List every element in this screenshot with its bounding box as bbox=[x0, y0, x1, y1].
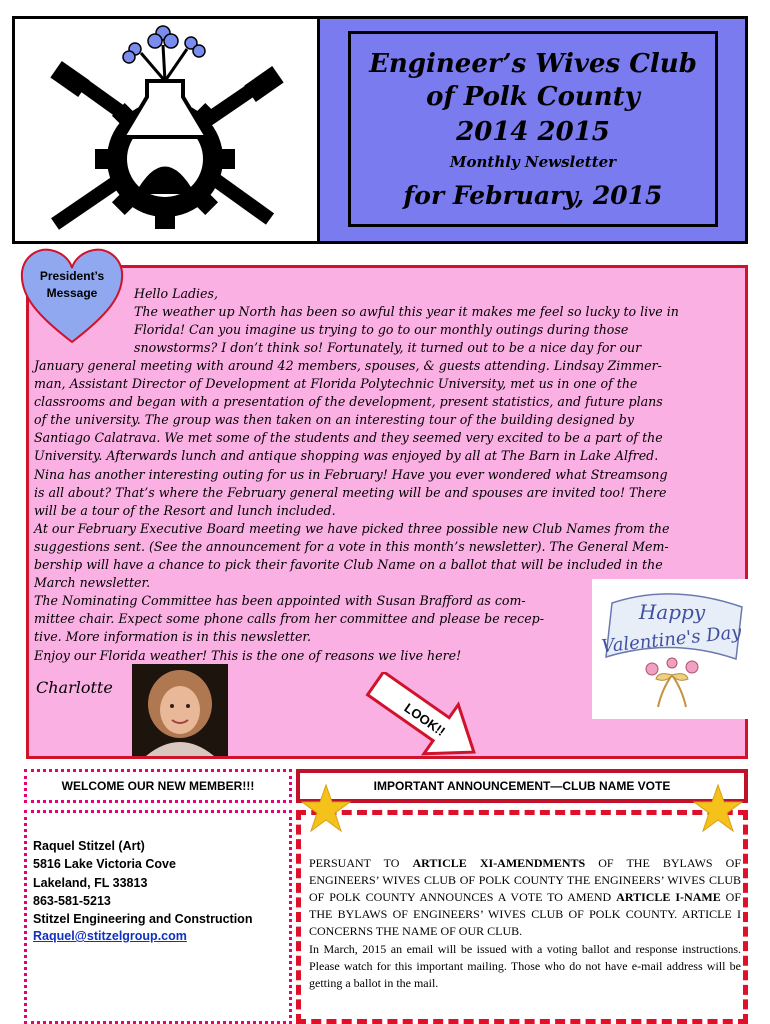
member-street: 5816 Lake Victoria Cove bbox=[33, 857, 176, 871]
member-name: Raquel Stitzel (Art) bbox=[33, 839, 145, 853]
president-photo bbox=[132, 664, 228, 756]
message-line: man, Assistant Director of Development at Florida Polytechnic University, met us in one of the bbox=[34, 376, 638, 392]
message-line: snowstorms? I don’t think so! Fortunately, it turned out to be a nice day for our bbox=[134, 340, 642, 356]
welcome-header: WELCOME OUR NEW MEMBER!!! bbox=[24, 769, 292, 803]
member-email-link[interactable]: Raquel@stitzelgroup.com bbox=[33, 929, 187, 943]
message-line: Enjoy our Florida weather! This is the one of reasons we live here! bbox=[34, 647, 462, 663]
svg-text:Happy: Happy bbox=[638, 600, 706, 624]
announcement-box bbox=[296, 810, 748, 1024]
newsletter-subtitle: Monthly Newsletter bbox=[449, 153, 617, 171]
message-line: Nina has another interesting outing for us in February! Have you ever wondered what Streamsong bbox=[34, 466, 668, 482]
message-body bbox=[34, 357, 669, 665]
message-line: Hello Ladies, bbox=[134, 286, 218, 301]
look-label: LOOK!! bbox=[401, 700, 449, 739]
newsletter-header bbox=[12, 16, 748, 244]
club-logo-gear-flower-icon bbox=[15, 19, 317, 241]
announcement-paragraph-1: PERSUANT TO ARTICLE XI-AMENDMENTS OF THE BYLAWS OF ENGINEERS’ WIVES CLUB OF POLK COUNTY THE ENGINEERS’ WIVES CLUB OF POLK COUNTY ANNOUNCES A VOTE TO AMEND ARTICLE I-NAME OF THE BYLAWS OF ENGINEERS’ WIVES CLUB OF POLK COUNTY. ARTICLE I CONCERNS THE NAME OF OUR CLUB. bbox=[309, 856, 742, 938]
svg-text:Valentine's Day: Valentine's Day bbox=[600, 621, 743, 658]
message-line: March newsletter. bbox=[34, 575, 151, 591]
announcement-paragraph-2: In March, 2015 an email will be issued with a voting ballot and response instructions. Please watch for this important mailing. Those who do not have e-mail address will be getting a ballot in the mail. bbox=[309, 942, 741, 990]
message-line: is all about? That’s where the February general meeting will be and spouses are invited too! There bbox=[34, 484, 667, 500]
signature: Charlotte bbox=[36, 678, 113, 697]
member-phone: 863-581-5213 bbox=[33, 894, 111, 908]
announcement-header: IMPORTANT ANNOUNCEMENT—CLUB NAME VOTE bbox=[296, 769, 748, 803]
title-panel bbox=[317, 19, 745, 241]
message-intro bbox=[134, 285, 679, 357]
happy-valentines-day-image bbox=[592, 579, 752, 719]
message-line: University. Afterwards lunch and antique shopping was enjoyed by all at The Barn in Lake Alfred. bbox=[34, 448, 659, 464]
message-line: The Nominating Committee has been appointed with Susan Brafford as com- bbox=[34, 593, 526, 609]
star-icon bbox=[692, 783, 744, 835]
member-company: Stitzel Engineering and Construction bbox=[33, 912, 253, 926]
welcome-box bbox=[24, 810, 292, 1024]
message-line: suggestions sent. (See the announcement for a vote in this month’s newsletter). The General Mem- bbox=[34, 538, 669, 554]
message-line: tive. More information is in this newsletter. bbox=[34, 629, 312, 645]
member-city: Lakeland, FL 33813 bbox=[33, 876, 148, 890]
message-line: At our February Executive Board meeting we have picked three possible new Club Names from the bbox=[34, 520, 670, 536]
message-line: Santiago Calatrava. We met some of the students and they seemed very excited to be a part of the bbox=[34, 430, 663, 446]
title-box bbox=[348, 31, 718, 227]
message-line: The weather up North has been so awful this year it makes me feel so lucky to live in bbox=[134, 304, 679, 320]
issue-month: for February, 2015 bbox=[403, 181, 663, 210]
message-line: January general meeting with around 42 members, spouses, & guests attending. Lindsay Zimmer- bbox=[34, 358, 662, 373]
club-year: 2014 2015 bbox=[456, 117, 610, 147]
presidents-message-label: President’s Message bbox=[39, 269, 105, 300]
message-line: bership will have a chance to pick their favorite Club Name on a ballot that will be included in the bbox=[34, 557, 663, 573]
star-icon bbox=[300, 783, 352, 835]
look-arrow-icon bbox=[364, 672, 492, 768]
message-line: will be a tour of the Resort and lunch included. bbox=[34, 502, 336, 518]
club-title: Engineer’s Wives Club bbox=[369, 49, 697, 79]
message-line: of the university. The group was then taken on an interesting tour of the building designed by bbox=[34, 412, 634, 428]
message-line: classrooms and began with a presentation of the development, present statistics, and future plans bbox=[34, 394, 663, 410]
message-line: Florida! Can you imagine us trying to go to our monthly outings during those bbox=[134, 322, 629, 338]
message-line: mittee chair. Expect some phone calls from her committee and please be recep- bbox=[34, 611, 544, 627]
club-title-county: of Polk County bbox=[426, 82, 640, 112]
